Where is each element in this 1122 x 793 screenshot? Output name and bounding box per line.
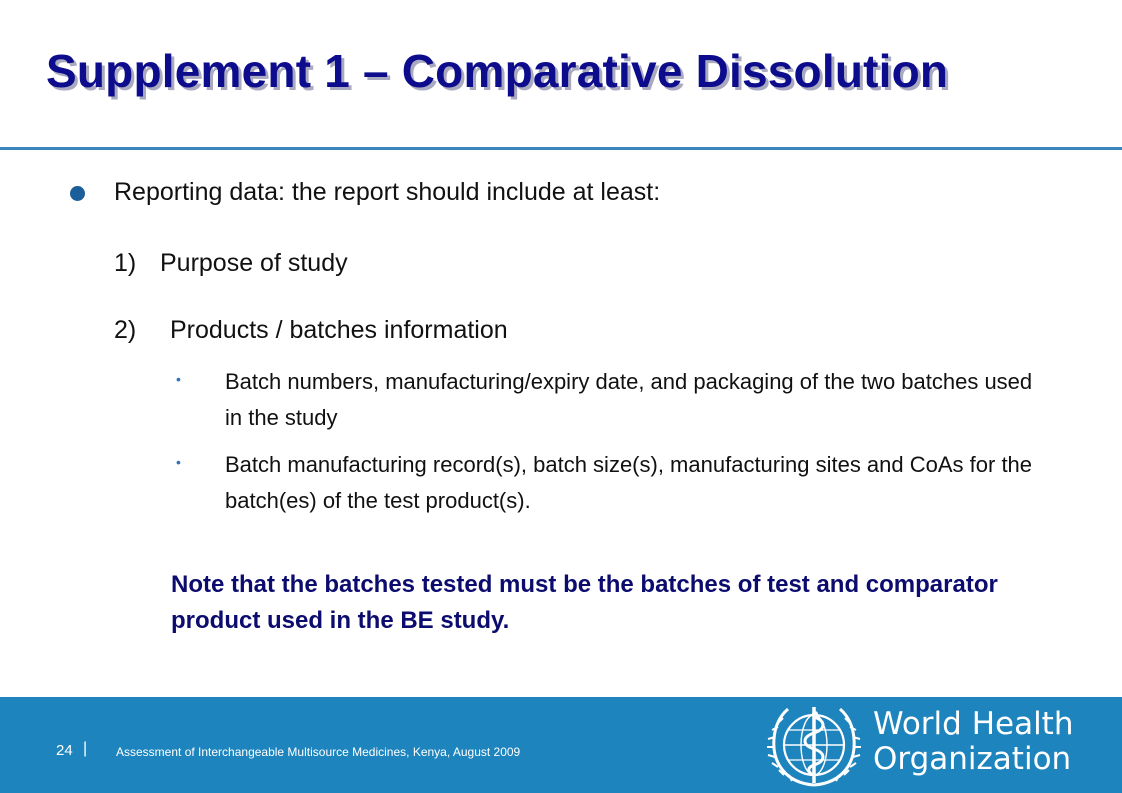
slide-title: Supplement 1 – Comparative Dissolution xyxy=(46,45,949,97)
item-text: Purpose of study xyxy=(160,249,348,277)
item-text: Products / batches information xyxy=(170,316,508,344)
title-divider xyxy=(0,147,1122,150)
page-number: 24 xyxy=(56,742,73,759)
who-logo-line1: World Health xyxy=(873,706,1074,742)
footer-text: Assessment of Interchangeable Multisource Medicines, Kenya, August 2009 xyxy=(116,745,521,759)
who-logo-line2: Organization xyxy=(873,741,1072,777)
numbered-item-purpose xyxy=(114,249,348,278)
sub-bullet-icon: • xyxy=(176,454,181,470)
item-number: 1) xyxy=(114,249,137,277)
note-text: Note that the batches tested must be the batches of test and comparator product used in the BE study. xyxy=(171,571,998,634)
sub-item-batch-records: Batch manufacturing record(s), batch size(s), manufacturing sites and CoAs for the batch(es) of the test product(s). xyxy=(225,452,1033,513)
item-number: 2) xyxy=(114,316,137,344)
sub-bullet-icon: • xyxy=(176,371,181,387)
sub-item-batch-numbers: Batch numbers, manufacturing/expiry date, and packaging of the two batches used in the study xyxy=(225,369,1033,430)
numbered-item-products xyxy=(114,316,508,345)
who-logo-text xyxy=(873,707,1074,777)
bullet-icon xyxy=(70,186,85,201)
page-separator: | xyxy=(83,740,88,757)
main-bullet-text: Reporting data: the report should include at least: xyxy=(114,178,661,206)
who-emblem-icon xyxy=(764,697,864,793)
